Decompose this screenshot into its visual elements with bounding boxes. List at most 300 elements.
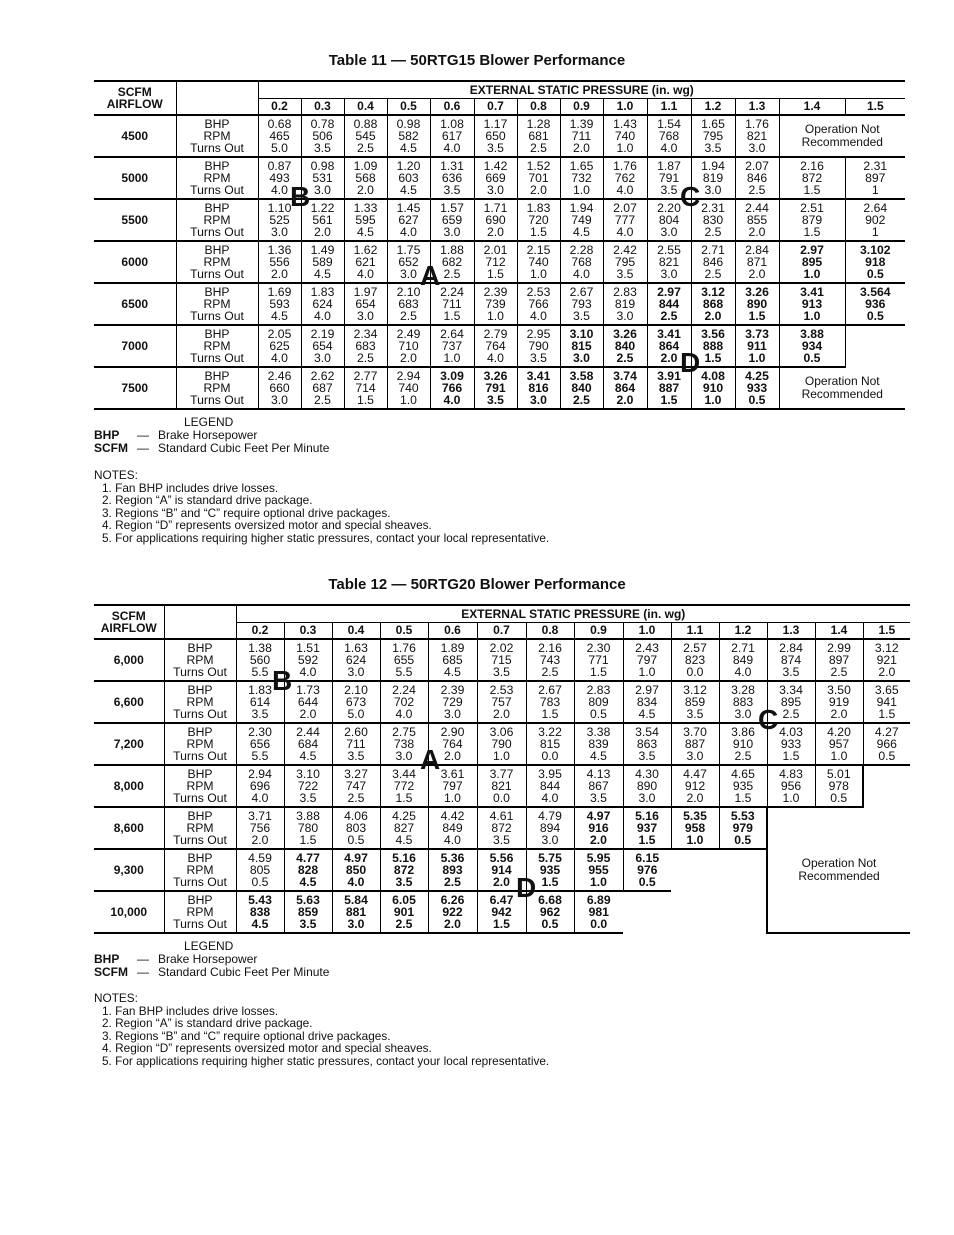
cell-value: 2.0 xyxy=(493,875,510,889)
cell-value: 2.30 xyxy=(586,641,611,655)
region-c-label: C xyxy=(680,181,701,212)
row-label: RPM xyxy=(203,381,231,395)
value-cell xyxy=(517,115,560,157)
row-label: RPM xyxy=(203,129,231,143)
cell-value: 669 xyxy=(485,171,506,185)
cell-value: 711 xyxy=(442,297,462,311)
legend-heading: LEGEND xyxy=(184,415,234,429)
cell-value: 1.76 xyxy=(745,117,769,131)
value-cell xyxy=(284,723,332,765)
cell-value: 2.5 xyxy=(400,309,417,323)
row-label: BHP xyxy=(204,159,230,173)
pressure-header: 1.1 xyxy=(647,98,691,115)
cell-value: 793 xyxy=(571,297,592,311)
cell-value: 2.0 xyxy=(530,183,547,197)
cell-value: 4.5 xyxy=(251,917,269,931)
region-c-label: C xyxy=(758,704,779,735)
value-cell xyxy=(344,367,387,409)
cell-value: 738 xyxy=(393,737,415,751)
esp-header: EXTERNAL STATIC PRESSURE (in. wg) xyxy=(236,605,910,622)
row-label: BHP xyxy=(204,327,230,341)
legend-text: Standard Cubic Feet Per Minute xyxy=(158,441,330,455)
value-cell xyxy=(428,849,477,891)
value-cell xyxy=(474,199,517,241)
pressure-header: 1.2 xyxy=(719,622,767,639)
cell-value: 4.0 xyxy=(395,707,413,721)
cell-value: 3.5 xyxy=(347,749,365,763)
cell-value: 895 xyxy=(780,695,802,709)
cell-value: 4.0 xyxy=(530,309,547,323)
cell-value: 795 xyxy=(702,129,724,143)
cell-value: 568 xyxy=(355,171,376,185)
value-cell xyxy=(428,639,477,681)
cell-value: 2.0 xyxy=(616,393,634,407)
pressure-header: 1.0 xyxy=(623,622,671,639)
cell-value: 2.5 xyxy=(734,749,752,763)
cell-value: 3.5 xyxy=(616,267,634,281)
cell-value: 2.31 xyxy=(863,159,888,173)
cell-value: 1.5 xyxy=(530,225,547,239)
cell-value: 682 xyxy=(441,255,463,269)
row-label: BHP xyxy=(204,285,230,299)
value-cell xyxy=(560,199,603,241)
cell-value: 881 xyxy=(345,905,367,919)
cell-value: 0.5 xyxy=(347,833,365,847)
cell-value: 1.5 xyxy=(878,707,896,721)
cell-value: 644 xyxy=(297,695,319,709)
cell-value: 4.61 xyxy=(489,809,514,823)
cell-value: 850 xyxy=(345,863,367,877)
cell-value: 821 xyxy=(746,129,768,143)
row-labels xyxy=(176,283,258,325)
row-labels xyxy=(164,849,236,891)
cell-value: 1.71 xyxy=(483,201,508,215)
legend-abbr: SCFM xyxy=(94,965,128,979)
cell-value: 910 xyxy=(702,381,724,395)
note-item: 2. Region “A” is standard drive package. xyxy=(102,493,313,508)
cell-value: 3.61 xyxy=(440,767,465,781)
cell-value: 4.0 xyxy=(443,141,461,155)
pressure-header: 0.7 xyxy=(474,98,517,115)
cell-value: 805 xyxy=(249,863,271,877)
cell-value: 933 xyxy=(780,737,802,751)
table-row xyxy=(94,325,905,367)
cell-value: 894 xyxy=(539,821,561,835)
cell-value: 1.0 xyxy=(443,351,461,365)
cell-value: 2.64 xyxy=(440,327,464,341)
cell-value: 0.5 xyxy=(638,875,656,889)
cell-value: 660 xyxy=(269,381,290,395)
value-cell xyxy=(735,157,779,199)
cell-value: 1.5 xyxy=(638,833,656,847)
value-cell xyxy=(332,891,380,933)
pressure-header: 1.2 xyxy=(691,98,735,115)
cell-value: 1.5 xyxy=(493,917,510,931)
cell-value: 887 xyxy=(658,381,680,395)
cell-value: 5.36 xyxy=(440,851,465,865)
pressure-header: 1.0 xyxy=(603,98,647,115)
cell-value: 3.26 xyxy=(483,369,508,383)
cell-value: 1.52 xyxy=(526,159,551,173)
cell-value: 3.38 xyxy=(586,725,611,739)
cell-value: 4.97 xyxy=(586,809,611,823)
notes-heading: NOTES: xyxy=(94,468,138,482)
header-row xyxy=(94,81,905,98)
cell-value: 3.28 xyxy=(731,683,755,697)
cell-value: 3.0 xyxy=(400,267,417,281)
cell-value: 4.79 xyxy=(538,809,562,823)
value-cell xyxy=(671,765,719,807)
value-cell xyxy=(623,681,671,723)
cell-value: 1.88 xyxy=(440,243,464,257)
value-cell xyxy=(517,367,560,409)
value-cell xyxy=(526,807,574,849)
cell-value: 809 xyxy=(588,695,609,709)
value-cell xyxy=(623,765,671,807)
cell-value: 2.60 xyxy=(344,725,368,739)
cell-value: 1.54 xyxy=(657,117,681,131)
cell-value: 2.57 xyxy=(683,641,707,655)
cell-value: 3.5 xyxy=(299,917,317,931)
cell-value: 1.08 xyxy=(440,117,464,131)
cell-value: 768 xyxy=(658,129,680,143)
value-cell xyxy=(845,199,905,241)
cell-value: 3.5 xyxy=(314,141,331,155)
operation-not-recommended: Operation Not Recommended xyxy=(779,115,905,157)
cell-value: 652 xyxy=(398,255,419,269)
cell-value: 743 xyxy=(539,653,561,667)
cell-value: 3.5 xyxy=(590,791,607,805)
cell-value: 855 xyxy=(746,213,768,227)
airflow-cell: 6500 xyxy=(94,283,176,325)
value-cell xyxy=(428,681,477,723)
cell-value: 1.5 xyxy=(299,833,317,847)
cell-value: 3.0 xyxy=(487,183,504,197)
pressure-header: 1.4 xyxy=(815,622,863,639)
cell-value: 3.0 xyxy=(357,309,374,323)
cell-value: 2.0 xyxy=(878,665,896,679)
value-cell xyxy=(284,807,332,849)
cell-value: 2.15 xyxy=(526,243,551,257)
cell-value: 3.91 xyxy=(657,369,681,383)
value-cell xyxy=(258,115,301,157)
row-label: Turns Out xyxy=(173,875,227,889)
cell-value: 3.0 xyxy=(443,225,461,239)
table-12-title: Table 12 — 50RTG20 Blower Performance xyxy=(328,576,626,593)
value-cell xyxy=(815,639,863,681)
cell-value: 0.0 xyxy=(686,665,704,679)
value-cell xyxy=(301,241,344,283)
cell-value: 3.12 xyxy=(683,683,707,697)
cell-value: 0.5 xyxy=(251,875,269,889)
cell-value: 3.86 xyxy=(731,725,755,739)
cell-value: 655 xyxy=(393,653,415,667)
cell-value: 3.41 xyxy=(526,369,551,383)
cell-value: 4.0 xyxy=(271,183,288,197)
cell-value: 1.5 xyxy=(541,875,559,889)
cell-value: 3.0 xyxy=(704,183,722,197)
cell-value: 636 xyxy=(441,171,463,185)
legend-dash: — xyxy=(137,952,149,966)
cell-value: 0.0 xyxy=(541,749,559,763)
cell-value: 780 xyxy=(297,821,319,835)
value-cell xyxy=(735,241,779,283)
cell-value: 3.12 xyxy=(874,641,899,655)
cell-value: 6.89 xyxy=(586,893,611,907)
cell-value: 919 xyxy=(828,695,850,709)
table-11-legend xyxy=(94,416,329,455)
cell-value: 0.0 xyxy=(590,917,608,931)
cell-value: 6.15 xyxy=(635,851,660,865)
cell-value: 1 xyxy=(871,183,879,197)
value-cell xyxy=(560,115,603,157)
cell-value: 3.41 xyxy=(657,327,681,341)
cell-value: 791 xyxy=(658,171,680,185)
airflow-cell: 9,300 xyxy=(94,849,164,891)
value-cell xyxy=(301,115,344,157)
value-cell xyxy=(603,325,647,367)
cell-value: 2.0 xyxy=(590,833,607,847)
cell-value: 827 xyxy=(393,821,415,835)
value-cell xyxy=(779,157,845,199)
value-cell xyxy=(603,157,647,199)
region-b-label: B xyxy=(290,181,311,212)
value-cell xyxy=(430,115,474,157)
cell-value: 2.0 xyxy=(299,707,317,721)
cell-value: 654 xyxy=(312,339,333,353)
value-cell xyxy=(603,367,647,409)
cell-value: 3.5 xyxy=(493,665,510,679)
operation-not-recommended: Operation Not Recommended xyxy=(767,807,910,933)
legend-item-scfm xyxy=(94,442,329,455)
cell-value: 816 xyxy=(528,381,549,395)
cell-value: 790 xyxy=(491,737,512,751)
value-cell xyxy=(671,807,719,849)
value-cell xyxy=(603,283,647,325)
cell-value: 797 xyxy=(442,779,463,793)
value-cell xyxy=(380,681,428,723)
value-cell xyxy=(344,325,387,367)
value-cell xyxy=(477,765,526,807)
value-cell xyxy=(574,891,623,933)
cell-value: 2.0 xyxy=(748,267,766,281)
row-label: RPM xyxy=(186,863,214,877)
cell-value: 2.42 xyxy=(613,243,637,257)
cell-value: 3.102 xyxy=(860,243,891,257)
value-cell xyxy=(258,283,301,325)
cell-value: 2.5 xyxy=(395,917,413,931)
cell-value: 1.65 xyxy=(701,117,725,131)
cell-value: 0.98 xyxy=(396,117,421,131)
legend-dash: — xyxy=(137,441,149,455)
cell-value: 844 xyxy=(539,779,561,793)
row-label: Turns Out xyxy=(190,351,244,365)
table-row xyxy=(94,241,905,283)
cell-value: 1.0 xyxy=(400,393,417,407)
row-label: RPM xyxy=(186,737,214,751)
pressure-header: 1.4 xyxy=(779,98,845,115)
cell-value: 4.5 xyxy=(357,225,374,239)
cell-value: 2.5 xyxy=(660,309,678,323)
value-cell xyxy=(603,115,647,157)
cell-value: 0.68 xyxy=(267,117,292,131)
cell-value: 2.43 xyxy=(635,641,659,655)
esp-header: EXTERNAL STATIC PRESSURE (in. wg) xyxy=(258,81,905,98)
value-cell xyxy=(474,115,517,157)
cell-value: 1.0 xyxy=(444,791,461,805)
cell-value: 859 xyxy=(684,695,706,709)
row-label: BHP xyxy=(187,851,213,865)
cell-value: 696 xyxy=(249,779,271,793)
cell-value: 4.5 xyxy=(573,225,590,239)
empty-cell xyxy=(863,765,910,807)
value-cell xyxy=(603,199,647,241)
cell-value: 2.5 xyxy=(314,393,331,407)
value-cell xyxy=(474,157,517,199)
cell-value: 2.5 xyxy=(541,665,559,679)
cell-value: 1.89 xyxy=(440,641,465,655)
cell-value: 1.73 xyxy=(296,683,320,697)
pressure-header: 1.3 xyxy=(767,622,815,639)
cell-value: 4.0 xyxy=(314,309,331,323)
region-a-label: A xyxy=(420,260,441,291)
cell-value: 2.99 xyxy=(827,641,851,655)
cell-value: 3.5 xyxy=(251,707,269,721)
value-cell xyxy=(767,639,815,681)
cell-value: 897 xyxy=(865,171,886,185)
cell-value: 701 xyxy=(528,171,549,185)
cell-value: 966 xyxy=(876,737,897,751)
cell-value: 978 xyxy=(828,779,849,793)
cell-value: 595 xyxy=(355,213,376,227)
cell-value: 979 xyxy=(732,821,753,835)
cell-value: 5.35 xyxy=(683,809,707,823)
cell-value: 1.94 xyxy=(569,201,594,215)
cell-value: 3.0 xyxy=(271,393,288,407)
cell-value: 1.0 xyxy=(748,351,766,365)
cell-value: 4.0 xyxy=(271,351,288,365)
cell-value: 3.5 xyxy=(638,749,656,763)
row-label: Turns Out xyxy=(190,267,244,281)
cell-value: 3.5 xyxy=(660,183,678,197)
cell-value: 2.84 xyxy=(779,641,803,655)
cell-value: 863 xyxy=(636,737,658,751)
value-cell xyxy=(387,199,430,241)
cell-value: 3.0 xyxy=(444,707,461,721)
performance-table xyxy=(94,604,910,934)
cell-value: 883 xyxy=(732,695,754,709)
cell-value: 2.67 xyxy=(538,683,562,697)
airflow-cell: 7500 xyxy=(94,367,176,409)
cell-value: 1.75 xyxy=(396,243,421,257)
value-cell xyxy=(430,199,474,241)
cell-value: 942 xyxy=(491,905,512,919)
cell-value: 859 xyxy=(297,905,319,919)
cell-value: 2.16 xyxy=(538,641,562,655)
value-cell xyxy=(560,367,603,409)
row-label: Turns Out xyxy=(173,749,227,763)
cell-value: 871 xyxy=(746,255,768,269)
cell-value: 4.0 xyxy=(660,141,678,155)
cell-value: 0.5 xyxy=(590,707,607,721)
cell-value: 902 xyxy=(865,213,886,227)
row-label: Turns Out xyxy=(173,833,227,847)
cell-value: 766 xyxy=(528,297,549,311)
cell-value: 913 xyxy=(801,297,823,311)
cell-value: 1.10 xyxy=(267,201,292,215)
value-cell xyxy=(517,199,560,241)
cell-value: 1.5 xyxy=(734,791,752,805)
value-cell xyxy=(845,283,905,325)
airflow-cell: 6,000 xyxy=(94,639,164,681)
cell-value: 1.5 xyxy=(704,351,722,365)
cell-value: 0.5 xyxy=(803,351,821,365)
table-11 xyxy=(94,80,905,410)
cell-value: 4.0 xyxy=(573,267,590,281)
cell-value: 3.0 xyxy=(314,183,331,197)
value-cell xyxy=(574,639,623,681)
cell-value: 864 xyxy=(658,339,680,353)
value-cell xyxy=(779,325,845,367)
value-cell xyxy=(815,681,863,723)
cell-value: 2.5 xyxy=(357,351,374,365)
table-row xyxy=(94,765,910,807)
cell-value: 3.26 xyxy=(613,327,637,341)
value-cell xyxy=(380,891,428,933)
cell-value: 4.47 xyxy=(683,767,707,781)
cell-value: 901 xyxy=(393,905,415,919)
cell-value: 1.0 xyxy=(830,749,848,763)
cell-value: 1.0 xyxy=(782,791,800,805)
value-cell xyxy=(560,325,603,367)
cell-value: 2.0 xyxy=(271,267,288,281)
value-cell xyxy=(517,325,560,367)
cell-value: 3.0 xyxy=(660,267,678,281)
cell-value: 1.39 xyxy=(569,117,594,131)
row-label: RPM xyxy=(186,695,214,709)
cell-value: 1.5 xyxy=(395,791,413,805)
value-cell xyxy=(301,325,344,367)
cell-value: 795 xyxy=(614,255,636,269)
table-row xyxy=(94,723,910,765)
cell-value: 2.0 xyxy=(660,351,678,365)
cell-value: 2.31 xyxy=(701,201,725,215)
cell-value: 921 xyxy=(876,653,897,667)
cell-value: 4.5 xyxy=(314,267,331,281)
cell-value: 2.34 xyxy=(353,327,378,341)
value-cell xyxy=(332,681,380,723)
cell-value: 910 xyxy=(732,737,754,751)
cell-value: 5.5 xyxy=(395,665,413,679)
pressure-header: 0.9 xyxy=(574,622,623,639)
cell-value: 1.5 xyxy=(803,183,821,197)
cell-value: 976 xyxy=(637,863,658,877)
value-cell xyxy=(671,639,719,681)
value-cell xyxy=(560,157,603,199)
legend-text: Standard Cubic Feet Per Minute xyxy=(158,965,330,979)
value-cell xyxy=(284,891,332,933)
cell-value: 838 xyxy=(249,905,271,919)
value-cell xyxy=(477,807,526,849)
cell-value: 823 xyxy=(684,653,706,667)
cell-value: 1.5 xyxy=(487,267,504,281)
cell-value: 3.0 xyxy=(660,225,678,239)
header-text: AIRFLOW xyxy=(100,621,157,635)
cell-value: 5.43 xyxy=(248,893,272,907)
cell-value: 545 xyxy=(355,129,376,143)
cell-value: 3.5 xyxy=(487,141,504,155)
cell-value: 712 xyxy=(485,255,506,269)
